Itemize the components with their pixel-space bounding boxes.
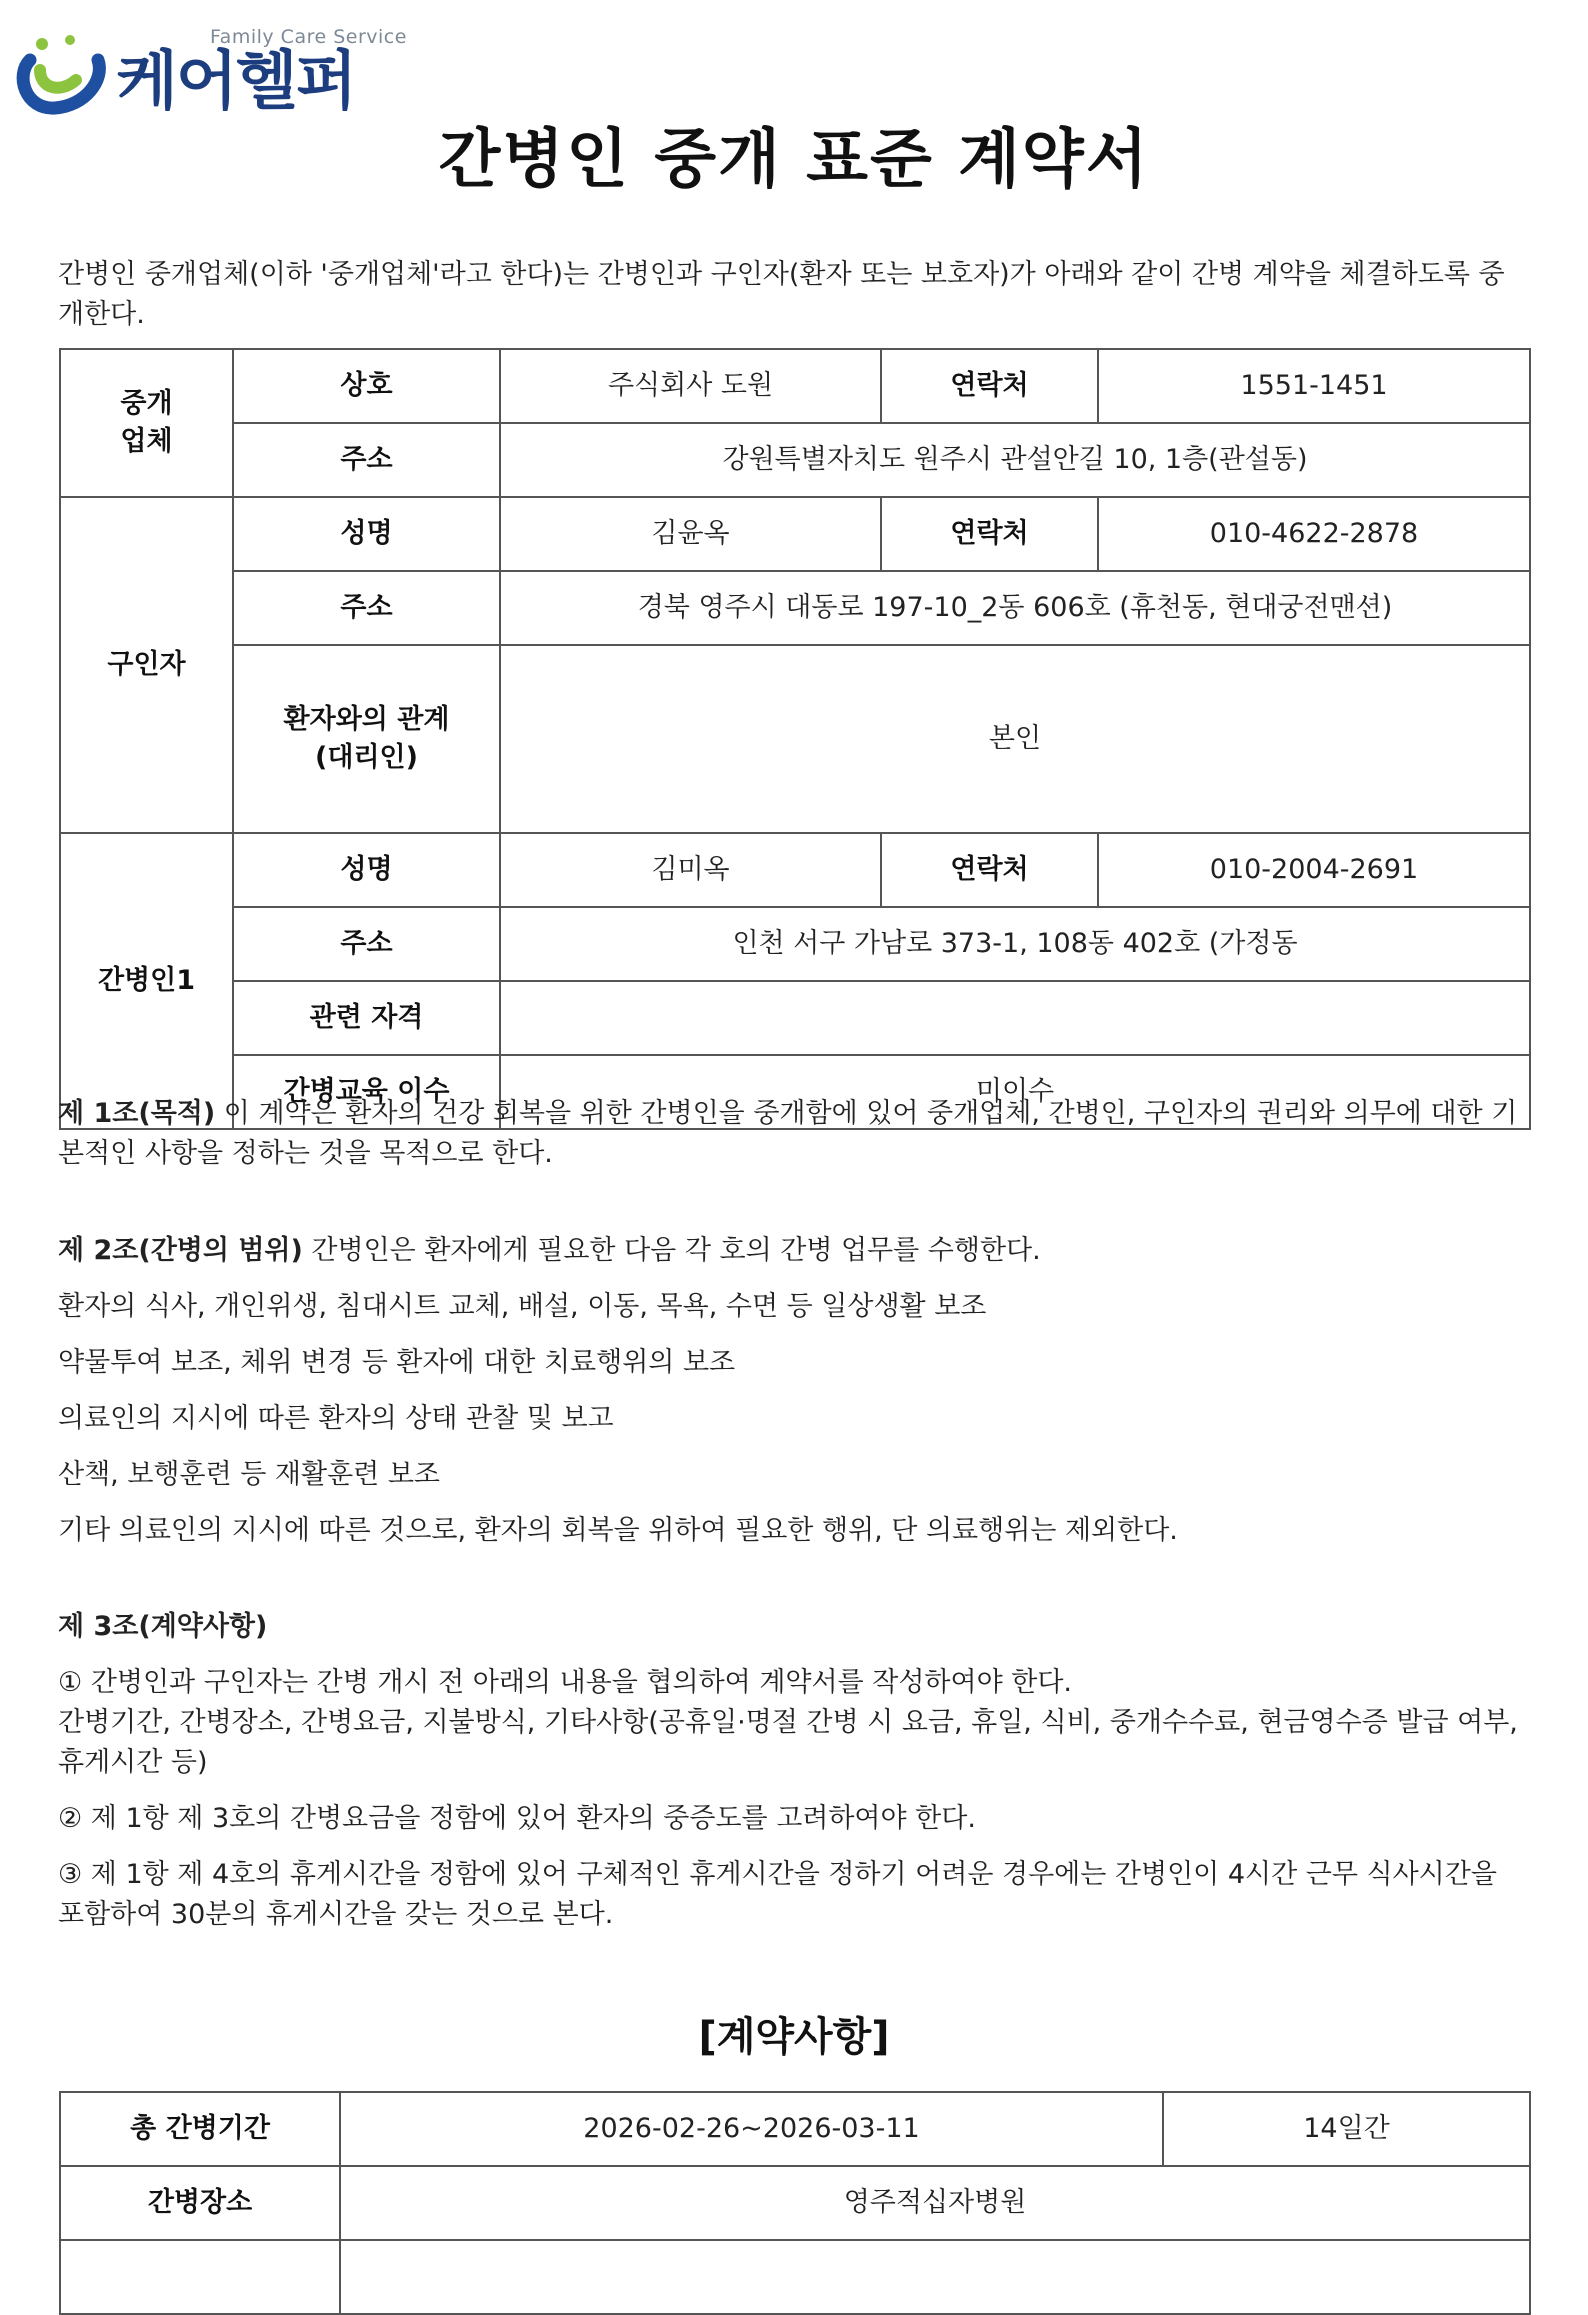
place-label: 간병장소 xyxy=(60,2166,340,2240)
client-address: 경북 영주시 대동로 197-10_2동 606호 (휴천동, 현대궁전맨션) xyxy=(500,571,1530,645)
table-row xyxy=(60,833,1530,907)
broker-group-label: 중개 업체 xyxy=(60,349,233,497)
article-2-item: 의료인의 지시에 따른 환자의 상태 관찰 및 보고 xyxy=(58,1403,614,1434)
client-relation-label: 환자와의 관계 (대리인) xyxy=(233,645,500,833)
caregiver-name-label: 성명 xyxy=(233,833,500,907)
article-2-item: 약물투여 보조, 체위 변경 등 환자에 대한 치료행위의 보조 xyxy=(58,1347,736,1378)
caregiver-address: 인천 서구 가남로 373-1, 108동 402호 (가정동 xyxy=(500,907,1530,981)
article-1-heading: 제 1조(목적) xyxy=(58,1098,216,1129)
article-2-item: 산책, 보행훈련 등 재활훈련 보조 xyxy=(58,1459,440,1490)
contract-table xyxy=(59,2091,1531,2315)
company-logo xyxy=(10,22,410,122)
article-2-item: 환자의 식사, 개인위생, 침대시트 교체, 배설, 이동, 목욕, 수면 등 일상생활 보조 xyxy=(58,1291,987,1322)
caregiver-contact: 010-2004-2691 xyxy=(1098,833,1530,907)
broker-address: 강원특별자치도 원주시 관설안길 10, 1층(관설동) xyxy=(500,423,1530,497)
client-name: 김윤옥 xyxy=(500,497,881,571)
logo-brand: 케어헬퍼 xyxy=(116,45,356,119)
table-row xyxy=(60,2240,1530,2314)
table-row xyxy=(60,2092,1530,2166)
caregiver-group-label: 간병인1 xyxy=(60,833,233,1129)
client-contact-label: 연락처 xyxy=(881,497,1098,571)
empty-cell xyxy=(60,2240,340,2314)
care-logo-icon xyxy=(10,30,110,120)
broker-contact: 1551-1451 xyxy=(1098,349,1530,423)
article-3-p1: ① 간병인과 구인자는 간병 개시 전 아래의 내용을 협의하여 계약서를 작성하여야 한다. xyxy=(58,1667,1072,1698)
parties-table xyxy=(59,348,1531,1130)
empty-cell xyxy=(340,2240,1530,2314)
table-row xyxy=(60,907,1530,981)
period-label: 총 간병기간 xyxy=(60,2092,340,2166)
client-address-label: 주소 xyxy=(233,571,500,645)
client-group-label: 구인자 xyxy=(60,497,233,833)
article-2-text: 간병인은 환자에게 필요한 다음 각 호의 간병 업무를 수행한다. xyxy=(302,1235,1041,1266)
table-row xyxy=(60,423,1530,497)
article-3-paragraph-2: ② 제 1항 제 3호의 간병요금을 정함에 있어 환자의 중증도를 고려하여야 한다. xyxy=(58,1803,976,1834)
table-row xyxy=(60,349,1530,423)
article-2-heading: 제 2조(간병의 범위) xyxy=(58,1235,303,1266)
caregiver-qualification-label: 관련 자격 xyxy=(233,981,500,1055)
period-value: 2026-02-26~2026-03-11 xyxy=(340,2092,1163,2166)
article-1-text: 이 계약은 환자의 건강 회복을 위한 간병인을 중개함에 있어 중개업체, 간병인, 구인자의 권리와 의무에 대한 기본적인 사항을 정하는 것을 목적으로 한다. xyxy=(58,1098,1518,1169)
table-row xyxy=(60,571,1530,645)
broker-name: 주식회사 도원 xyxy=(500,349,881,423)
article-3-paragraph-1 xyxy=(58,1663,1528,1783)
logo-tagline: Family Care Service xyxy=(210,26,407,48)
table-row xyxy=(60,2166,1530,2240)
client-relation: 본인 xyxy=(500,645,1530,833)
article-3-paragraph-3: ③ 제 1항 제 4호의 휴게시간을 정함에 있어 구체적인 휴게시간을 정하기 어려운 경우에는 간병인이 4시간 근무 식사시간을 포함하여 30분의 휴게시간을 갖는 것으로 본다. xyxy=(58,1859,1497,1930)
caregiver-name: 김미옥 xyxy=(500,833,881,907)
article-2 xyxy=(58,1231,1528,1271)
article-1 xyxy=(58,1094,1528,1174)
intro-paragraph: 간병인 중개업체(이하 '중개업체'라고 한다)는 간병인과 구인자(환자 또는 보호자)가 아래와 같이 간병 계약을 체결하도록 중개한다. xyxy=(58,259,1505,330)
article-3-p1-detail: 간병기간, 간병장소, 간병요금, 지불방식, 기타사항(공휴일·명절 간병 시 요금, 휴일, 식비, 중개수수료, 현금영수증 발급 여부, 휴게시간 등) xyxy=(58,1707,1518,1778)
article-3-heading xyxy=(58,1607,1528,1647)
client-name-label: 성명 xyxy=(233,497,500,571)
caregiver-education: 미이수 xyxy=(500,1055,1530,1129)
table-row xyxy=(60,497,1530,571)
document-title: 간병인 중개 표준 계약서 xyxy=(438,123,1150,197)
place-value: 영주적십자병원 xyxy=(340,2166,1530,2240)
caregiver-contact-label: 연락처 xyxy=(881,833,1098,907)
caregiver-address-label: 주소 xyxy=(233,907,500,981)
article-2-item: 기타 의료인의 지시에 따른 것으로, 환자의 회복을 위하여 필요한 행위, 단 의료행위는 제외한다. xyxy=(58,1515,1178,1546)
broker-address-label: 주소 xyxy=(233,423,500,497)
contract-section-title: [계약사항] xyxy=(698,2014,890,2060)
caregiver-education-label: 간병교육 이수 xyxy=(233,1055,500,1129)
broker-name-label: 상호 xyxy=(233,349,500,423)
broker-contact-label: 연락처 xyxy=(881,349,1098,423)
table-row xyxy=(60,981,1530,1055)
table-row xyxy=(60,645,1530,833)
caregiver-qualification xyxy=(500,981,1530,1055)
client-contact: 010-4622-2878 xyxy=(1098,497,1530,571)
article-3-heading-text: 제 3조(계약사항) xyxy=(58,1611,268,1642)
period-days: 14일간 xyxy=(1163,2092,1530,2166)
